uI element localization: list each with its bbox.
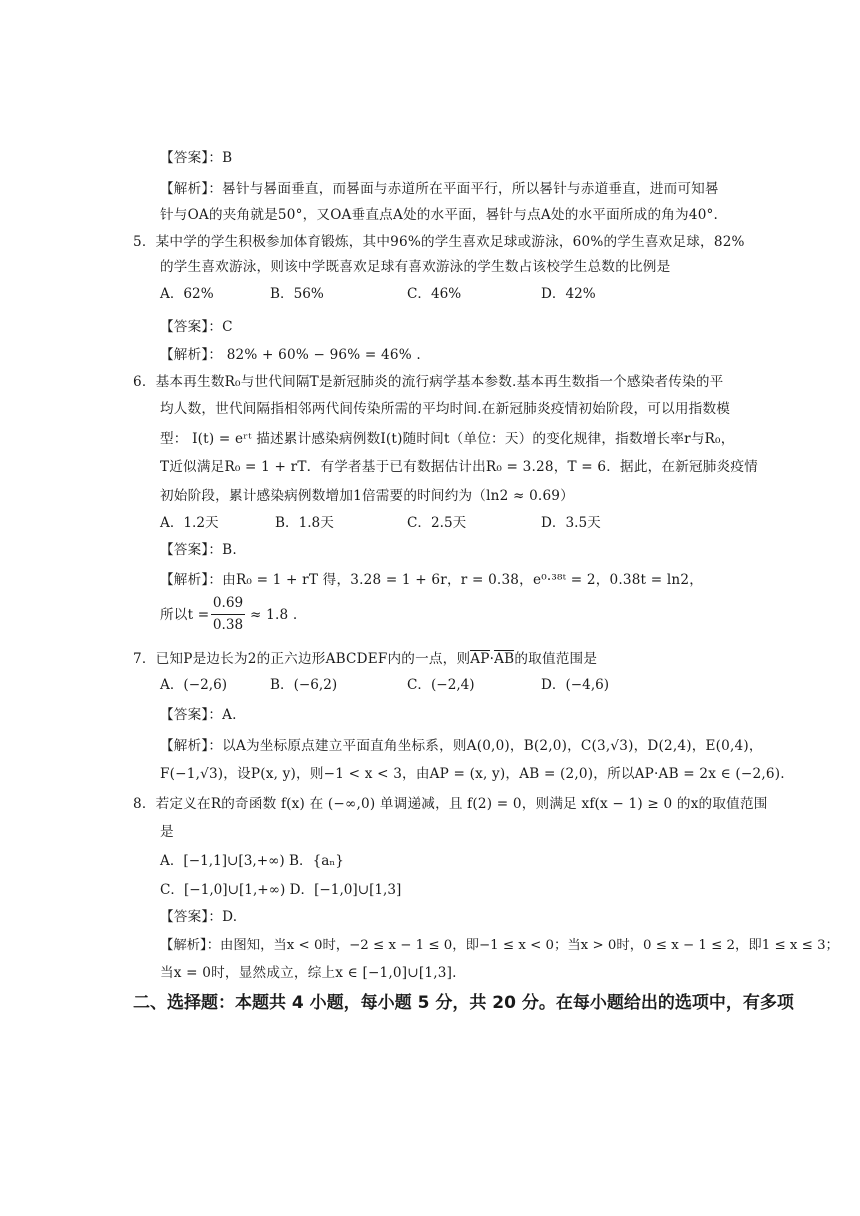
q7-analysis-line-1: 【解析】：以A为坐标原点建立平面直角坐标系，则A(0,0)，B(2,0)，C(3,√3)，D(2,4)，E(0,4)， xyxy=(160,738,763,754)
vector-arrow-icon xyxy=(494,650,514,651)
q5-stem-line-1: 5．某中学的学生积极参加体育锻炼，其中96%的学生喜欢足球或游泳，60%的学生喜欢足球，82% xyxy=(133,234,745,250)
q6-option-d: D．3.5天 xyxy=(541,515,601,531)
q7-analysis-line-2: F(−1,√3)，设P(x, y)，则−1 < x < 3，由AP = (x, y)，AB = (2,0)，所以AP·AB = 2x ∈ (−2,6). xyxy=(160,766,785,782)
q8-analysis-line-2: 当x = 0时，显然成立，综上x ∈ [−1,0]∪[1,3]. xyxy=(160,965,457,981)
q8-stem-line-1: 8．若定义在R的奇函数 f(x) 在 (−∞,0) 单调递减，且 f(2) = 0，则满足 xf(x − 1) ≥ 0 的x的取值范围 xyxy=(133,796,768,812)
q8-answer: 【答案】：D. xyxy=(160,909,238,925)
q5-stem-line-2: 的学生喜欢游泳，则该中学既喜欢足球有喜欢游泳的学生数占该校学生总数的比例是 xyxy=(160,259,671,275)
q5-option-a: A．62% xyxy=(160,286,214,302)
q6-fraction-numerator: 0.69 xyxy=(212,595,244,611)
q7-stem-prefix: 7．已知P是边长为2的正六边形ABCDEF内的一点，则 xyxy=(133,651,471,667)
q7-vector-ap: AP xyxy=(470,651,490,667)
q8-options-row-2: C．[−1,0]∪[1,+∞) D．[−1,0]∪[1,3] xyxy=(160,882,402,898)
q7-dot: · xyxy=(489,651,495,667)
q5-option-b: B．56% xyxy=(270,286,324,302)
q8-stem-line-2: 是 xyxy=(160,824,174,840)
section-2-heading: 二、选择题：本题共 4 小题，每小题 5 分，共 20 分。在每小题给出的选项中，有多项 xyxy=(133,993,794,1013)
q5-option-c: C．46% xyxy=(407,286,462,302)
vector-arrow-icon xyxy=(470,650,489,651)
q6-option-c: C．2.5天 xyxy=(407,515,467,531)
q6-stem-line-2: 均人数，世代间隔指相邻两代间传染所需的平均时间.在新冠肺炎疫情初始阶段，可以用指数模 xyxy=(160,401,731,417)
q5-analysis: 【解析】： 82% + 60% − 96% = 46% . xyxy=(160,347,421,363)
q6-option-b: B．1.8天 xyxy=(275,515,334,531)
q6-answer: 【答案】：B. xyxy=(160,542,237,558)
q7-stem-suffix: 的取值范围是 xyxy=(514,651,598,667)
q6-option-a: A．1.2天 xyxy=(160,515,219,531)
q7-vector-ab: AB xyxy=(494,651,515,667)
q4-answer: 【答案】：B xyxy=(160,150,233,166)
q7-answer: 【答案】：A. xyxy=(160,707,237,723)
q6-stem-line-4: T近似满足R₀ = 1 + rT．有学者基于已有数据估计出R₀ = 3.28，T = 6．据此，在新冠肺炎疫情 xyxy=(160,459,758,475)
q6-stem-line-1: 6．基本再生数R₀与世代间隔T是新冠肺炎的流行病学基本参数.基本再生数指一个感染者传染的平 xyxy=(133,374,724,390)
q5-option-d: D．42% xyxy=(541,286,596,302)
q8-options-row-1: A．[−1,1]∪[3,+∞) B．{aₙ} xyxy=(160,853,344,869)
q6-stem-line-3: 型： I(t) = eʳᵗ 描述累计感染病例数I(t)随时间t（单位：天）的变化规律，指数增长率r与R₀， xyxy=(160,431,735,447)
q7-option-d: D．(−4,6) xyxy=(541,677,610,693)
q6-stem-line-5: 初始阶段，累计感染病例数增加1倍需要的时间约为（ln2 ≈ 0.69） xyxy=(160,488,574,504)
q7-option-a: A．(−2,6) xyxy=(160,677,228,693)
q6-fraction-denominator: 0.38 xyxy=(212,617,244,633)
q5-answer: 【答案】：C xyxy=(160,319,233,335)
q4-analysis-line-2: 针与OA的夹角就是50°，又OA垂直点A处的水平面，晷针与点A处的水平面所成的角为40°. xyxy=(160,207,719,223)
q6-analysis-line-1: 【解析】：由R₀ = 1 + rT 得，3.28 = 1 + 6r，r = 0.38，e⁰·³⁸ᵗ = 2，0.38t = ln2， xyxy=(160,572,703,588)
q6-analysis-suffix: ≈ 1.8 . xyxy=(250,607,298,623)
q7-stem xyxy=(133,649,597,669)
q6-fraction-bar xyxy=(211,614,245,615)
q8-analysis-line-1: 【解析】：由图知，当x < 0时，−2 ≤ x − 1 ≤ 0，即−1 ≤ x < 0；当x > 0时，0 ≤ x − 1 ≤ 2，即1 ≤ x ≤ 3； xyxy=(160,938,839,953)
q6-analysis-prefix: 所以t = xyxy=(160,607,210,623)
q7-option-b: B．(−6,2) xyxy=(270,677,338,693)
q7-option-c: C．(−2,4) xyxy=(407,677,475,693)
q4-analysis-line-1: 【解析】：晷针与晷面垂直，而晷面与赤道所在平面平行，所以晷针与赤道垂直，进而可知晷 xyxy=(160,181,719,197)
